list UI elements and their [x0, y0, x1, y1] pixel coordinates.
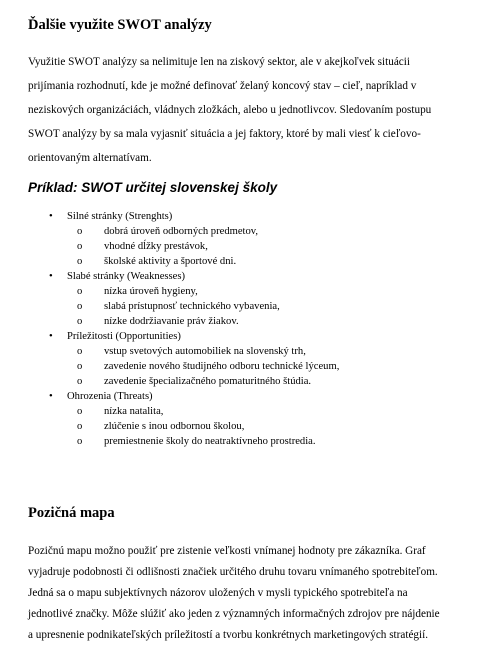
sub-bullet-mark: o: [77, 316, 83, 327]
sub-list-item: [77, 421, 245, 432]
sub-bullet-mark: o: [77, 301, 83, 312]
sub-list-item: [77, 301, 280, 312]
sub-list-item: [77, 436, 316, 447]
sub-bullet-mark: o: [77, 241, 83, 252]
list-item-label: Príležitosti (Opportunities): [67, 331, 181, 342]
sub-bullet-mark: o: [77, 346, 83, 357]
paragraph-line: orientovaným alternatívam.: [28, 152, 152, 164]
sub-bullet-mark: o: [77, 421, 83, 432]
paragraph-line: a upresnenie podnikateľských príležitostí a tvorbu konkrétnych marketingových stratégií.: [28, 629, 429, 641]
sub-list-item: [77, 346, 306, 357]
example-heading: Príklad: SWOT určitej slovenskej školy: [28, 180, 278, 195]
sub-list-item: [77, 376, 312, 387]
list-item-opportunities: [49, 331, 181, 342]
bullet-mark: •: [49, 211, 53, 222]
sub-bullet-mark: o: [77, 436, 83, 447]
sub-item-text: dobrá úroveň odborných predmetov,: [104, 226, 259, 237]
sub-item-text: vstup svetových automobiliek na slovenský trh,: [104, 346, 306, 357]
list-item-label: Ohrozenia (Threats): [67, 391, 153, 402]
sub-bullet-mark: o: [77, 406, 83, 417]
list-item-weaknesses: [49, 271, 185, 282]
sub-list-item: [77, 406, 164, 417]
paragraph-line: Jedná sa o mapu subjektívnych názorov uložených v mysli typického spotrebiteľa na: [28, 587, 408, 599]
sub-item-text: zavedenie špecializačného pomaturitného štúdia.: [104, 376, 312, 387]
sub-item-text: zlúčenie s inou odbornou školou,: [104, 421, 245, 432]
paragraph-line: SWOT analýzy by sa mala vyjasniť situácia a jej faktory, ktoré by mali viesť k cieľovo-: [28, 128, 421, 140]
sub-list-item: [77, 316, 239, 327]
paragraph-line: neziskových organizáciách, vládnych zložkách, alebo u jednotlivcov. Sledovaním postupu: [28, 104, 432, 116]
sub-list-item: [77, 226, 259, 237]
sub-item-text: vhodné dĺžky prestávok,: [104, 241, 208, 252]
sub-bullet-mark: o: [77, 376, 83, 387]
paragraph-line: prijímania rozhodnutí, kde je možné definovať želaný koncový stav – cieľ, napríklad v: [28, 80, 417, 92]
sub-list-item: [77, 361, 340, 372]
sub-item-text: premiestnenie školy do neatraktívneho prostredia.: [104, 436, 316, 447]
sub-bullet-mark: o: [77, 286, 83, 297]
sub-item-text: nízka úroveň hygieny,: [104, 286, 198, 297]
bullet-mark: •: [49, 331, 53, 342]
paragraph-line: Využitie SWOT analýzy sa nelimituje len na ziskový sektor, ale v akejkoľvek situácii: [28, 56, 410, 68]
paragraph-line: Pozičnú mapu možno použiť pre zistenie veľkosti vnímanej hodnoty pre zákazníka. Graf: [28, 545, 426, 557]
sub-item-text: nízke dodržiavanie práv žiakov.: [104, 316, 239, 327]
list-item-strengths: [49, 211, 173, 222]
section-heading-swot-uses: Ďalšie využite SWOT analýzy: [28, 17, 212, 33]
sub-bullet-mark: o: [77, 361, 83, 372]
sub-list-item: [77, 241, 208, 252]
sub-item-text: školské aktivity a športové dni.: [104, 256, 237, 267]
paragraph-line: jednotlivé značky. Môže slúžiť ako jeden z významných informačných zdrojov pre nájdenie: [28, 608, 440, 620]
paragraph-line: vyjadruje podobnosti či odlišnosti značiek určitého druhu tovaru vnímaného spotrebiteľom.: [28, 566, 438, 578]
sub-list-item: [77, 256, 237, 267]
sub-item-text: slabá prístupnosť technického vybavenia,: [104, 301, 280, 312]
sub-item-text: nízka natalita,: [104, 406, 164, 417]
sub-bullet-mark: o: [77, 256, 83, 267]
sub-bullet-mark: o: [77, 226, 83, 237]
sub-item-text: zavedenie nového študijného odboru technické lýceum,: [104, 361, 340, 372]
bullet-mark: •: [49, 391, 53, 402]
list-item-label: Slabé stránky (Weaknesses): [67, 271, 185, 282]
bullet-mark: •: [49, 271, 53, 282]
sub-list-item: [77, 286, 198, 297]
list-item-threats: [49, 391, 153, 402]
section-heading-positioning-map: Pozičná mapa: [28, 505, 115, 521]
list-item-label: Silné stránky (Strenghts): [67, 211, 173, 222]
